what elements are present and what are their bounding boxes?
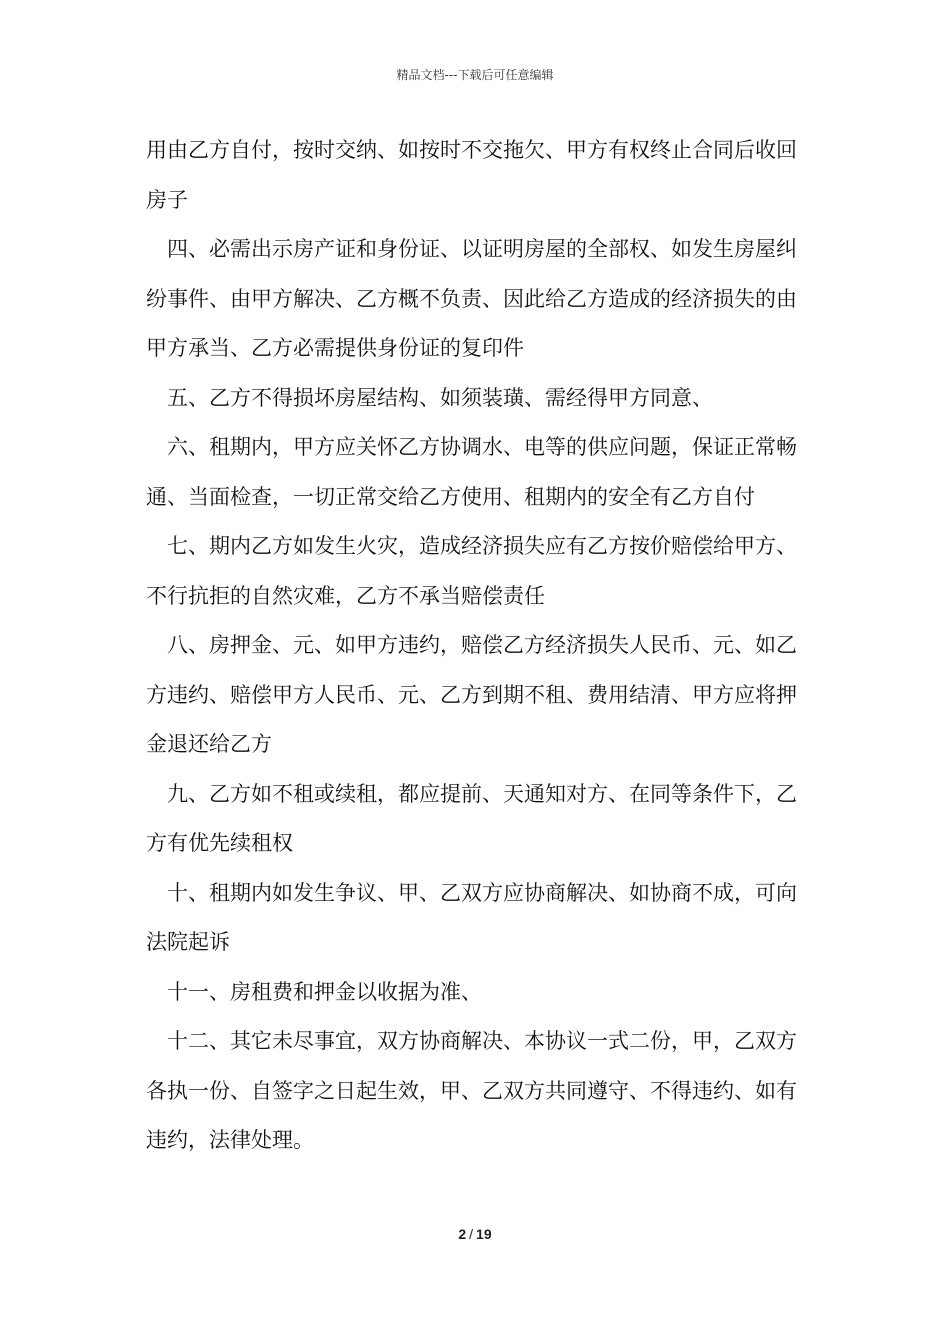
page-number	[0, 1226, 950, 1242]
paragraph-clause-9: 九、乙方如不租或续租，都应提前、天通知对方、在同等条件下，乙方有优先续租权	[146, 781, 797, 855]
paragraph-clause-6: 六、租期内，甲方应关怀乙方协调水、电等的供应问题，保证正常畅通、当面检查，一切正常交给乙方使用、租期内的安全有乙方自付	[146, 435, 797, 509]
paragraph-clause-7: 七、期内乙方如发生火灾，造成经济损失应有乙方按价赔偿给甲方、不行抗拒的自然灾难，乙方不承当赔偿责任	[146, 534, 797, 608]
paragraph-clause-11: 十一、房租费和押金以收据为准、	[167, 979, 482, 1004]
page-number-separator: /	[469, 1226, 474, 1242]
paragraph-clause-12: 十二、其它未尽事宜，双方协商解决、本协议一式二份，甲，乙双方各执一份、自签字之日起生效，甲、乙双方共同遵守、不得违约、如有违约，法律处理。	[146, 1029, 797, 1152]
current-page-number: 2	[458, 1226, 467, 1242]
page-header: 精品文档---下载后可任意编辑	[396, 68, 554, 82]
paragraph-clause-8: 八、房押金、元、如甲方违约，赔偿乙方经济损失人民币、元、如乙方违约、赔偿甲方人民币、元、乙方到期不租、费用结清、甲方应将押金退还给乙方	[146, 633, 797, 756]
paragraph-clause-10: 十、租期内如发生争议、甲、乙双方应协商解决、如协商不成，可向法院起诉	[146, 880, 797, 954]
paragraph-rent-payment: 用由乙方自付，按时交纳、如按时不交拖欠、甲方有权终止合同后收回房子	[146, 138, 797, 212]
document-body	[146, 126, 814, 1166]
total-pages-number: 19	[476, 1226, 492, 1242]
paragraph-clause-5: 五、乙方不得损坏房屋结构、如须装璜、需经得甲方同意、	[167, 385, 713, 410]
paragraph-clause-4: 四、必需出示房产证和身份证、以证明房屋的全部权、如发生房屋纠纷事件、由甲方解决、乙方概不负责、因此给乙方造成的经济损失的由甲方承当、乙方必需提供身份证的复印件	[146, 237, 797, 360]
